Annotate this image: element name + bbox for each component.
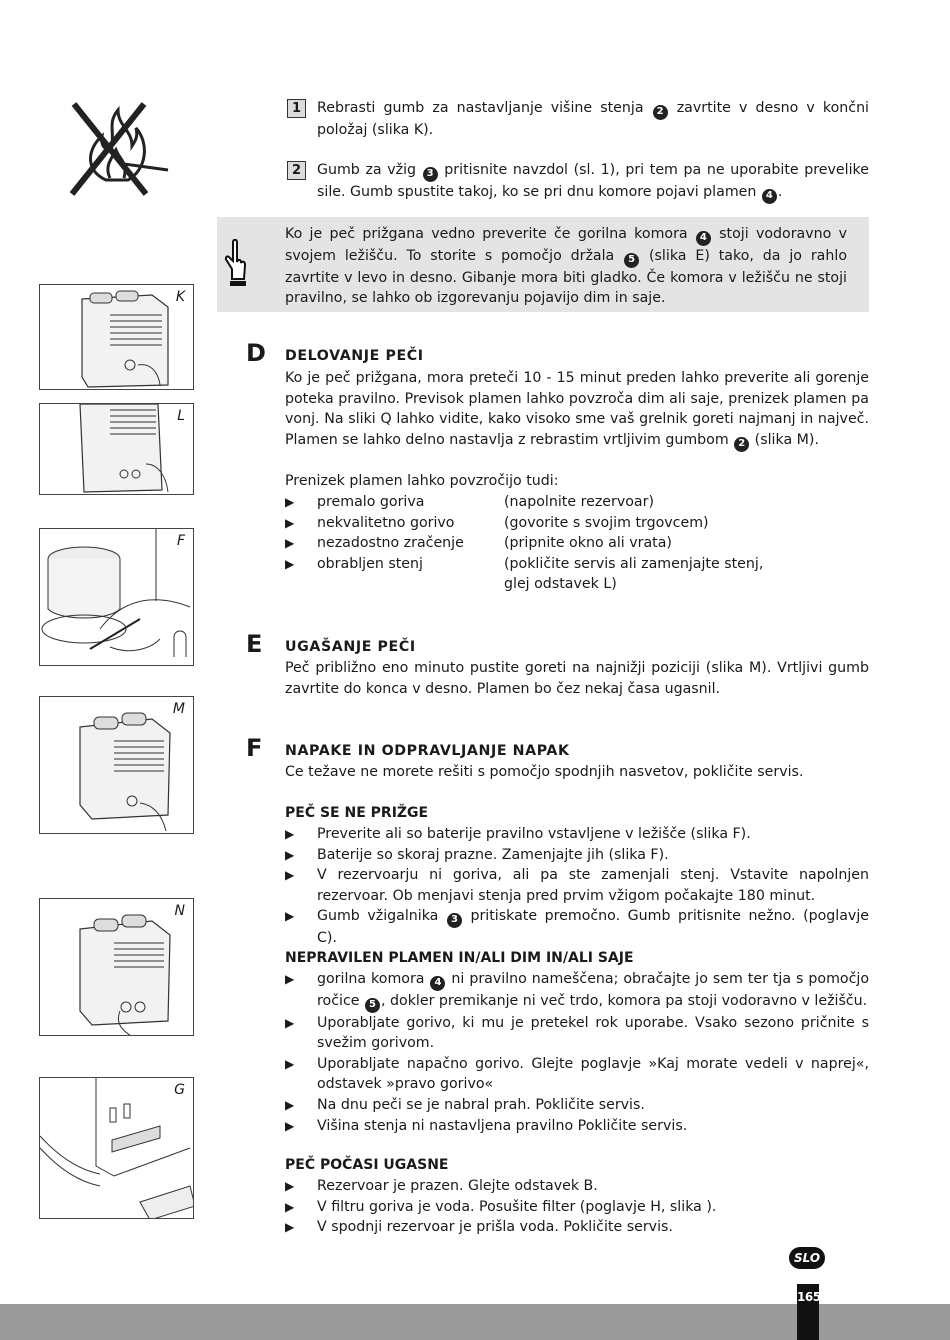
cause-row <box>285 533 869 554</box>
figure-g <box>39 1077 194 1219</box>
bullet-arrow-icon: ▶ <box>285 1220 295 1235</box>
list-item: ▶ Višina stenja ni nastavljena pravilno Pokličite servis. <box>285 1116 869 1137</box>
cause-remedy-continued: glej odstavek L) <box>504 576 617 593</box>
figure-label: K <box>175 289 185 305</box>
causes-table <box>285 492 869 595</box>
heater-base-illustration <box>40 1078 194 1219</box>
callout-3-icon: 3 <box>423 167 438 182</box>
step-number-1: 1 <box>287 99 306 118</box>
language-badge: SLO <box>789 1247 825 1269</box>
list-item: ▶ Uporabljate gorivo, ki mu je pretekel rok uporabe. Vsako sezono pričnite s svežim gorivom. <box>285 1014 869 1052</box>
section-d-paragraph-2: Prenizek plamen lahko povzročijo tudi: <box>285 473 559 489</box>
bullet-arrow-icon: ▶ <box>285 1179 295 1193</box>
burner-illustration <box>40 529 194 666</box>
heater-illustration <box>40 404 194 495</box>
callout-4-icon: 4 <box>762 189 777 204</box>
figure-label: G <box>174 1082 185 1098</box>
bad-flame-list <box>285 969 869 1136</box>
section-e-paragraph: Peč približno eno minuto pustite goreti na najnižji poziciji (slika M). Vrtljivi gumb zavrtite do konca v desno. Plamen bo čez nekaj časa ugasnil. <box>285 660 869 697</box>
cause-remedy: (govorite s svojim trgovcem) <box>504 514 709 531</box>
bullet-arrow-icon: ▶ <box>285 536 295 551</box>
slow-extinguish-list <box>285 1176 869 1238</box>
bullet-arrow-icon: ▶ <box>285 1097 295 1112</box>
subsection-title-slow-extinguish: PEČ POČASI UGASNE <box>285 1157 449 1173</box>
page-number: 165 <box>797 1284 819 1340</box>
list-item: ▶ gorilna komora 4 ni pravilno nameščena; obračajte jo sem ter tja s pomočjo ročice 5 , dokler premikanje ni več trdo, komora pa stoji vodoravno v ležišču. <box>285 969 869 1013</box>
subsection-title-bad-flame: NEPRAVILEN PLAMEN IN/ALI DIM IN/ALI SAJE <box>285 950 634 966</box>
section-title-d: DELOVANJE PEČI <box>285 348 424 364</box>
figure-label: F <box>176 533 185 549</box>
callout-2-icon: 2 <box>653 105 668 120</box>
figure-label: M <box>172 701 185 717</box>
cause-remedy: (pripnite okno ali vrata) <box>504 535 672 552</box>
callout-5-icon: 5 <box>624 253 639 268</box>
cause-remedy: (pokličite servis ali zamenjajte stenj, <box>504 555 764 572</box>
figure-l <box>39 403 194 495</box>
bullet-arrow-icon: ▶ <box>285 556 295 571</box>
section-f-intro: Ce težave ne morete rešiti s pomočjo spodnjih nasvetov, pokličite servis. <box>285 764 804 780</box>
callout-2-icon: 2 <box>734 437 749 452</box>
list-item: ▶ Na dnu peči se je nabral prah. Pokličite servis. <box>285 1095 869 1116</box>
callout-4-icon: 4 <box>696 231 711 246</box>
list-item: ▶ V rezervoarju ni goriva, ali pa ste zamenjali stenj. Vstavite napolnjen rezervoar. Ob menjavi stenja pred prvim vžigom počakajte 180 minut. <box>285 867 869 904</box>
bullet-arrow-icon: ▶ <box>285 847 295 862</box>
bullet-arrow-icon: ▶ <box>285 1199 295 1214</box>
callout-5-icon: 5 <box>365 998 380 1013</box>
list-item: ▶ Preverite ali so baterije pravilno vstavljene v ležišče (slika F). <box>285 824 869 845</box>
figure-f <box>39 528 194 666</box>
bullet-arrow-icon: ▶ <box>285 1056 295 1071</box>
list-item: ▶ Gumb vžigalnika 3 pritiskate premočno. Gumb pritisnite nežno. (poglavje C). <box>285 908 870 947</box>
list-item: ▶ Uporabljate napačno gorivo. Glejte poglavje »Kaj morate vedeli v naprej«, odstavek »pravo gorivo« <box>285 1055 869 1093</box>
heater-illustration <box>40 285 194 390</box>
bullet-arrow-icon: ▶ <box>285 827 295 841</box>
section-title-e: UGAŠANJE PEČI <box>285 639 416 655</box>
figure-label: L <box>177 408 185 424</box>
section-letter-d: D <box>246 339 266 367</box>
no-open-flame-icon <box>66 100 170 198</box>
heater-illustration <box>40 899 194 1036</box>
section-title-f: NAPAKE IN ODPRAVLJANJE NAPAK <box>285 743 570 759</box>
section-d-paragraph-1: Ko je peč prižgana, mora preteči 10 - 15 minut preden lahko preverite ali gorenje poteka pravilno. Previsok plamen lahko povzroča dim ali saje, prenizek plamen pa vonj. Na sliki Q lahko vidite, kako visoko sme vaš grelnik goreti najmanj in največ. Plamen se lahko delno nastavlja z rebrastim vrtljivim gumbom 2 (slika M). <box>285 368 869 452</box>
note-text: Ko je peč prižgana vedno preverite če gorilna komora 4 stoji vodoravno v svojem ležišču. To storite s pomočjo držala 5 (slika E) tako, da jo rahlo zavrtite v levo in desno. Gibanje mora biti gladko. Če komora v ležišču ne stoji pravilno, se lahko ob izgorevanju pojavijo dim in saje. <box>285 226 847 307</box>
bullet-arrow-icon: ▶ <box>285 495 295 509</box>
cause-row <box>285 513 869 534</box>
list-item: ▶ Rezervoar je prazen. Glejte odstavek B. <box>285 1176 869 1197</box>
list-item: ▶ V spodnji rezervoar je prišla voda. Pokličite servis. <box>285 1217 869 1238</box>
section-letter-e: E <box>246 630 263 658</box>
figure-label: N <box>174 903 185 919</box>
cause-row <box>285 492 869 513</box>
bullet-arrow-icon: ▶ <box>285 972 295 986</box>
figure-n <box>39 898 194 1036</box>
cause-label: nezadostno zračenje <box>317 535 464 552</box>
heater-illustration <box>40 697 194 834</box>
list-item: ▶ V filtru goriva je voda. Posušite filter (poglavje H, slika ). <box>285 1197 869 1218</box>
callout-4-icon: 4 <box>430 976 445 991</box>
cause-label: obrabljen stenj <box>317 555 423 572</box>
figure-k <box>39 284 194 390</box>
no-ignition-list <box>285 824 869 949</box>
list-item: ▶ Baterije so skoraj prazne. Zamenjajte jih (slika F). <box>285 845 869 866</box>
pointing-hand-icon <box>224 239 250 289</box>
bullet-arrow-icon: ▶ <box>285 1015 295 1030</box>
cause-row <box>285 554 869 595</box>
bullet-arrow-icon: ▶ <box>285 868 295 883</box>
bullet-arrow-icon: ▶ <box>285 515 295 530</box>
cause-label: premalo goriva <box>317 494 425 510</box>
section-letter-f: F <box>246 734 263 762</box>
step-number-2: 2 <box>287 161 306 180</box>
cause-remedy: (napolnite rezervoar) <box>504 494 654 510</box>
figure-m <box>39 696 194 834</box>
callout-3-icon: 3 <box>447 913 462 928</box>
step-2-text: Gumb za vžig 3 pritisnite navzdol (sl. 1), pri tem pa ne uporabite prevelike sile. Gumb spustite takoj, ko se pri dnu komore pojavi plamen 4 . <box>317 160 869 204</box>
cause-label: nekvalitetno gorivo <box>317 514 455 531</box>
step-1-text: Rebrasti gumb za nastavljanje višine stenja 2 zavrtite v desno v končni položaj (slika K). <box>317 100 870 138</box>
bullet-arrow-icon: ▶ <box>285 1118 295 1133</box>
subsection-title-no-ignition: PEČ SE NE PRIŽGE <box>285 805 429 821</box>
bullet-arrow-icon: ▶ <box>285 909 295 924</box>
